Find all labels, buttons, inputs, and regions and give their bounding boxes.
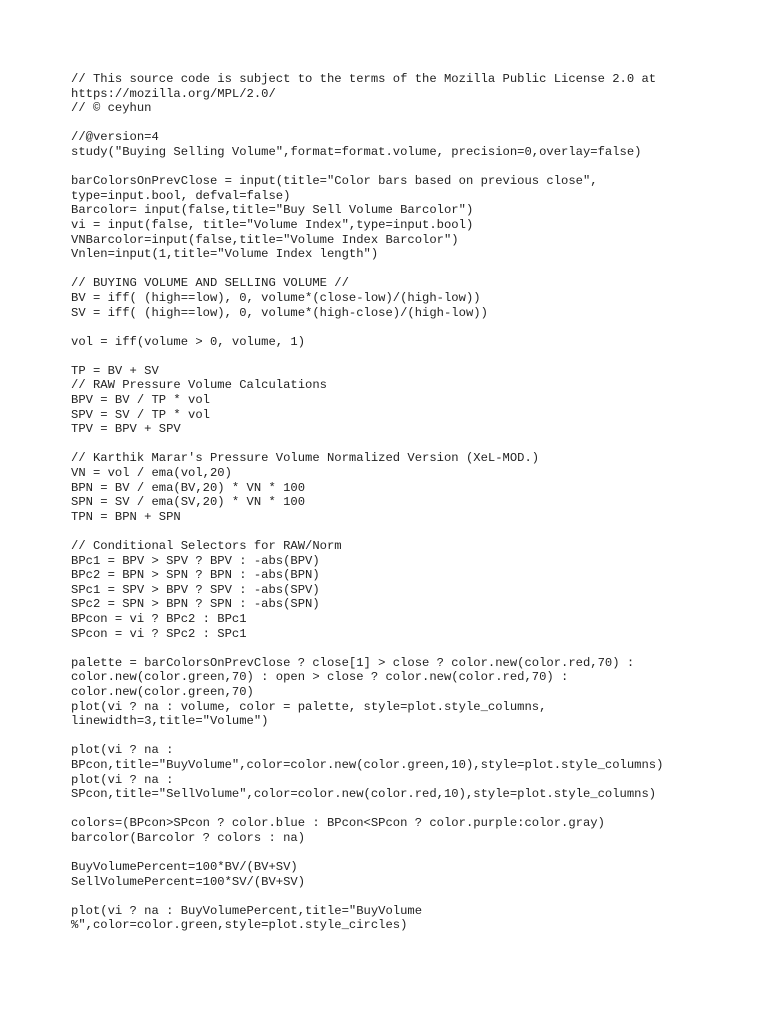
code-line: Vnlen=input(1,title="Volume Index length")	[71, 247, 379, 262]
code-line: BuyVolumePercent=100*BV/(BV+SV)	[71, 860, 298, 875]
code-line: BPc2 = BPN > SPN ? BPN : -abs(BPN)	[71, 568, 320, 583]
code-line	[71, 802, 751, 817]
code-line: TPV = BPV + SPV	[71, 422, 181, 437]
code-line	[71, 641, 751, 656]
code-line	[71, 320, 751, 335]
code-line: SPN = SV / ema(SV,20) * VN * 100	[71, 495, 306, 510]
code-line: TP = BV + SV	[71, 363, 159, 378]
source-code-block	[71, 72, 751, 933]
code-line	[71, 116, 751, 131]
code-line: %",color=color.green,style=plot.style_circles)	[71, 918, 408, 933]
code-line: BV = iff( (high==low), 0, volume*(close-low)/(high-low))	[71, 290, 481, 305]
code-line: VN = vol / ema(vol,20)	[71, 466, 232, 481]
code-line: SPc1 = SPV > BPV ? SPV : -abs(SPV)	[71, 582, 320, 597]
code-line	[71, 262, 751, 277]
code-line	[71, 729, 751, 744]
code-line: barcolor(Barcolor ? colors : na)	[71, 830, 306, 845]
code-line: BPcon,title="BuyVolume",color=color.new(color.green,10),style=plot.style_columns)	[71, 757, 664, 772]
code-line: // Conditional Selectors for RAW/Norm	[71, 539, 342, 553]
code-line	[71, 845, 751, 860]
code-line: study("Buying Selling Volume",format=format.volume, precision=0,overlay=false)	[71, 144, 642, 159]
code-line: BPV = BV / TP * vol	[71, 393, 210, 408]
code-line: Barcolor= input(false,title="Buy Sell Volume Barcolor")	[71, 203, 474, 218]
code-line: type=input.bool, defval=false)	[71, 188, 291, 203]
code-line: TPN = BPN + SPN	[71, 509, 181, 524]
code-line: plot(vi ? na : BuyVolumePercent,title="BuyVolume	[71, 903, 423, 918]
code-line: // Karthik Marar's Pressure Volume Normalized Version (XeL-MOD.)	[71, 451, 540, 466]
code-line: colors=(BPcon>SPcon ? color.blue : BPcon<SPcon ? color.purple:color.gray)	[71, 816, 605, 831]
code-line: BPN = BV / ema(BV,20) * VN * 100	[71, 480, 306, 495]
code-line: plot(vi ? na :	[71, 743, 174, 758]
code-line: SPcon = vi ? SPc2 : SPc1	[71, 626, 247, 641]
code-line: vol = iff(volume > 0, volume, 1)	[71, 334, 306, 349]
code-line	[71, 889, 751, 904]
code-line: linewidth=3,title="Volume")	[71, 714, 269, 729]
code-line: plot(vi ? na :	[71, 772, 174, 787]
code-line: plot(vi ? na : volume, color = palette, style=plot.style_columns,	[71, 699, 547, 714]
code-line: SPc2 = SPN > BPN ? SPN : -abs(SPN)	[71, 597, 320, 612]
code-line: //@version=4	[71, 130, 159, 145]
code-line: palette = barColorsOnPrevClose ? close[1] > close ? color.new(color.red,70) :	[71, 655, 635, 670]
code-line: SellVolumePercent=100*SV/(BV+SV)	[71, 874, 306, 889]
code-line: SV = iff( (high==low), 0, volume*(high-close)/(high-low))	[71, 305, 488, 320]
code-line	[71, 349, 751, 364]
code-line: // This source code is subject to the terms of the Mozilla Public License 2.0 at	[71, 72, 657, 86]
code-line	[71, 160, 751, 175]
code-line: BPcon = vi ? BPc2 : BPc1	[71, 611, 247, 626]
code-line	[71, 437, 751, 452]
code-line: // © ceyhun	[71, 101, 152, 116]
code-line: VNBarcolor=input(false,title="Volume Index Barcolor")	[71, 232, 459, 247]
code-line: color.new(color.green,70)	[71, 684, 254, 699]
code-line: // RAW Pressure Volume Calculations	[71, 378, 327, 393]
code-line: SPV = SV / TP * vol	[71, 407, 210, 422]
code-line: // BUYING VOLUME AND SELLING VOLUME //	[71, 276, 349, 291]
code-line: color.new(color.green,70) : open > close ? color.new(color.red,70) :	[71, 670, 569, 685]
code-line: barColorsOnPrevClose = input(title="Color bars based on previous close",	[71, 174, 598, 189]
code-line	[71, 524, 751, 539]
code-line: https://mozilla.org/MPL/2.0/	[71, 86, 276, 101]
code-line: vi = input(false, title="Volume Index",type=input.bool)	[71, 217, 474, 232]
code-line: BPc1 = BPV > SPV ? BPV : -abs(BPV)	[71, 553, 320, 568]
code-line: SPcon,title="SellVolume",color=color.new(color.red,10),style=plot.style_columns)	[71, 787, 657, 802]
